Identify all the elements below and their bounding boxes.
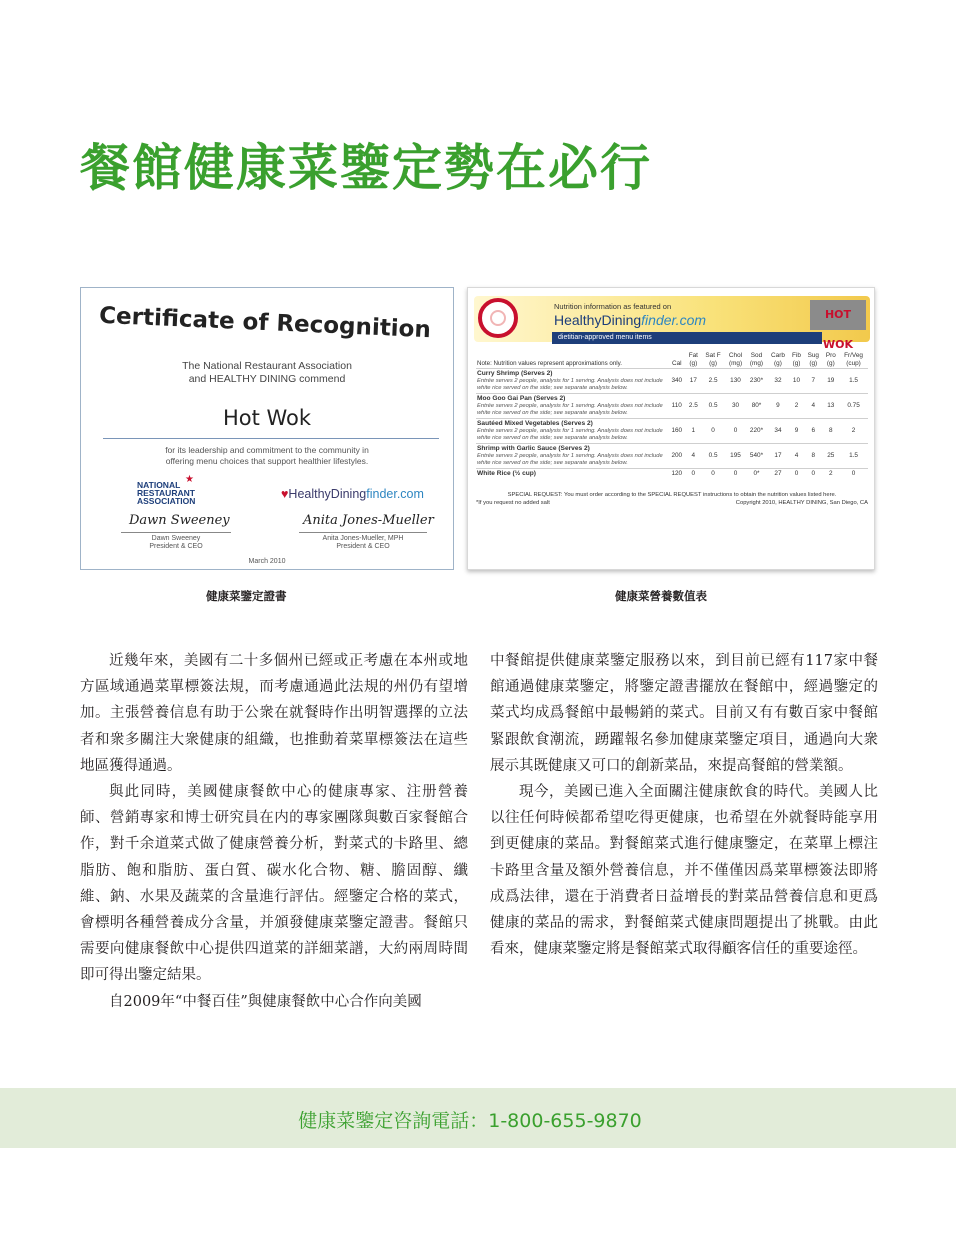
nutrition-value-cell: 9	[767, 394, 789, 419]
nutrition-value-cell: 27	[767, 469, 789, 480]
column-header-unit: (g)	[774, 360, 782, 367]
consult-phone-label: 健康菜鑒定咨詢電話：	[298, 1110, 489, 1132]
certificate-divider	[103, 438, 439, 439]
column-header	[668, 352, 686, 369]
nutrition-value-cell: 0.5	[701, 394, 725, 419]
table-row	[476, 469, 868, 480]
nutrition-value-cell: 0	[839, 469, 868, 480]
menu-item-name: Shrimp with Garlic Sauce (Serves 2)	[477, 445, 590, 452]
nutrition-value-cell: 1	[686, 419, 702, 444]
logo-text-b: finder.com	[366, 487, 424, 501]
plate-icon	[478, 298, 518, 338]
nutrition-value-cell: 4	[804, 394, 823, 419]
menu-item-cell	[476, 444, 668, 469]
consult-phone-number: 1-800-655-9870	[488, 1110, 642, 1132]
signature-2-line	[299, 532, 427, 533]
nutrition-value-cell: 80*	[746, 394, 767, 419]
nutrition-value-cell: 0	[701, 419, 725, 444]
table-row	[476, 419, 868, 444]
column-header-label: Sat F	[705, 352, 721, 359]
column-header	[804, 352, 823, 369]
nutrition-value-cell: 13	[823, 394, 840, 419]
column-header-unit: (cup)	[846, 360, 861, 367]
banner-logo-b: finder.com	[641, 312, 707, 328]
special-request: SPECIAL REQUEST: You must order according to the SPECIAL REQUEST instructions to obtain the nutrition values listed here.	[507, 492, 837, 498]
column-header-unit: (g)	[689, 360, 698, 367]
nutrition-value-cell: 0	[686, 469, 702, 480]
nutrition-value-cell: 0*	[746, 469, 767, 480]
consult-phone	[0, 1106, 940, 1133]
nutrition-table-image	[467, 287, 875, 570]
column-header	[767, 352, 789, 369]
menu-item-cell	[476, 469, 668, 480]
body-column-left	[80, 648, 468, 1015]
nutrition-banner	[474, 296, 870, 351]
column-header-label: Fr/Veg	[844, 352, 863, 359]
menu-item-name: White Rice (½ cup)	[477, 470, 536, 477]
column-header-label: Pro	[825, 352, 836, 359]
column-header	[746, 352, 767, 369]
nutrition-value-cell: 2.5	[701, 369, 725, 394]
nutrition-value-cell: 17	[767, 444, 789, 469]
banner-logo	[554, 312, 706, 328]
nutrition-value-cell: 0.5	[701, 444, 725, 469]
certificate-intro-line1: The National Restaurant Association	[182, 360, 352, 372]
healthydiningfinder-logo	[281, 487, 424, 501]
paragraph: 近幾年來，美國有二十多個州已經或正考慮在本州或地方區域通過菜單標簽法規，而考慮通過此法規的州仍有望增加。主張營養信息有助于公衆在就餐時作出明智選擇的立法者和衆多關注大衆健康的組織，也推動着菜單標簽法在這些地區獲得通過。	[80, 653, 468, 774]
table-row	[476, 444, 868, 469]
paragraph: 與此同時，美國健康餐飲中心的健康專家、注册營養師、營銷專家和博士研究員在内的專家團隊與數百家餐館合作，對千余道菜式做了健康營養分析，對菜式的卡路里、總脂肪、飽和脂肪、蛋白質、碳水化合物、糖、膽固醇、纖維、鈉、水果及蔬菜的含量進行評估。經鑒定合格的菜式，會標明各種營養成分含量，并頒發健康菜鑒定證書。餐館只需要向健康餐飲中心提供四道菜的詳細菜譜，大約兩周時間即可得出鑒定結果。	[80, 784, 468, 984]
body-column-right	[490, 648, 878, 962]
menu-item-name: Moo Goo Gai Pan (Serves 2)	[477, 395, 566, 402]
nutrition-value-cell: 540*	[746, 444, 767, 469]
nutrition-value-cell: 195	[725, 444, 746, 469]
logo-text-a: HealthyDining	[288, 487, 367, 501]
nutrition-value-cell: 19	[823, 369, 840, 394]
nutrition-value-cell: 0	[701, 469, 725, 480]
caption-certificate: 健康菜鑒定證書	[206, 589, 287, 603]
nutrition-value-cell: 2	[839, 419, 868, 444]
nutrition-value-cell: 34	[767, 419, 789, 444]
banner-subtitle: dietitian-approved menu items	[552, 332, 822, 344]
nutrition-value-cell: 2	[823, 469, 840, 480]
signature-2-name: Anita Jones-Mueller, MPH	[322, 535, 404, 542]
column-header-unit: (mg)	[728, 360, 743, 367]
signature-2-title: President & CEO	[336, 543, 390, 550]
nra-logo-line1: NATIONAL	[137, 480, 181, 490]
column-header	[823, 352, 840, 369]
column-header-unit: (g)	[792, 360, 801, 367]
nutrition-value-cell: 9	[789, 419, 804, 444]
column-header-label: Fib	[792, 352, 801, 359]
nutrition-value-cell: 160	[668, 419, 686, 444]
nra-logo-line2: RESTAURANT	[137, 488, 195, 498]
table-note: Note: Nutrition values represent approximations only.	[477, 360, 623, 367]
nutrition-footer	[476, 491, 868, 507]
nutrition-value-cell: 1.5	[839, 444, 868, 469]
column-header-unit: (mg)	[749, 360, 764, 367]
certificate-reason-line1: for its leadership and commitment to the community in	[165, 445, 369, 455]
nutrition-value-cell: 0	[804, 469, 823, 480]
paragraph: 中餐館提供健康菜鑒定服務以來，到目前已經有117家中餐館通過健康菜鑒定，將鑒定證書擺放在餐館中，經過鑒定的菜式均成爲餐館中最暢銷的菜式。目前又有有數百家中餐館緊跟飲食潮流，踴躍報名參加健康菜鑒定項目，通過向大衆展示其既健康又可口的創新菜品，來提高餐館的營業額。	[490, 653, 878, 774]
nutrition-value-cell: 120	[668, 469, 686, 480]
restaurant-brand-logo: HOT WOK	[810, 300, 866, 330]
menu-item-description: Entrée serves 2 people, analysis for 1 serving. Analysis does not include white rice served on the side; see separate analysis below.	[477, 428, 663, 441]
signature-2: Anita Jones-Mueller	[303, 513, 434, 528]
nutrition-value-cell: 0	[789, 469, 804, 480]
certificate-reason-line2: offering menu choices that support healthier lifestyles.	[165, 456, 369, 466]
nutrition-value-cell: 110	[668, 394, 686, 419]
nutrition-value-cell: 1.5	[839, 369, 868, 394]
nutrition-value-cell: 7	[804, 369, 823, 394]
certificate-reason	[81, 445, 453, 467]
nutrition-value-cell: 17	[686, 369, 702, 394]
footnote: *If you request no added salt	[476, 500, 550, 506]
certificate-restaurant-name: Hot Wok	[222, 406, 312, 430]
nutrition-value-cell: 0	[725, 419, 746, 444]
nutrition-value-cell: 4	[686, 444, 702, 469]
paragraph: 自2009年“中餐百佳”與健康餐飲中心合作向美國	[109, 993, 422, 1010]
table-row	[476, 369, 868, 394]
copyright: Copyright 2010, HEALTHY DINING, San Diego, CA	[735, 500, 868, 506]
nutrition-value-cell: 8	[804, 444, 823, 469]
table-row	[476, 394, 868, 419]
nutrition-value-cell: 220*	[746, 419, 767, 444]
signature-1: Dawn Sweeney	[129, 513, 230, 528]
certificate-intro	[81, 360, 453, 386]
column-header-unit: (g)	[826, 360, 835, 367]
nutrition-value-cell: 32	[767, 369, 789, 394]
column-header-unit: (g)	[709, 360, 717, 367]
column-header-label: Sod	[750, 352, 763, 359]
column-header-label: Chol	[728, 352, 743, 359]
nra-logo-line3: ASSOCIATION	[137, 496, 196, 506]
certificate-image	[80, 287, 454, 570]
nutrition-value-cell: 0.75	[839, 394, 868, 419]
column-header-unit: (g)	[809, 360, 818, 367]
signature-1-line	[121, 532, 231, 533]
menu-item-name: Curry Shrimp (Serves 2)	[477, 370, 553, 377]
column-header-label: Carb	[771, 352, 785, 359]
nutrition-value-cell: 8	[823, 419, 840, 444]
column-header-label: Fat	[688, 352, 698, 359]
banner-logo-a: HealthyDining	[554, 312, 642, 328]
menu-item-cell	[476, 394, 668, 419]
heart-icon: ♥	[281, 487, 289, 501]
certificate-intro-line2: and HEALTHY DINING commend	[188, 373, 346, 385]
column-header	[725, 352, 746, 369]
nutrition-value-cell: 2.5	[686, 394, 702, 419]
table-header-row	[476, 352, 868, 369]
menu-item-description: Entrée serves 2 people, analysis for 1 serving. Analysis does not include white rice served on the side; see separate analysis below.	[477, 378, 663, 391]
menu-item-description: Entrée serves 2 people, analysis for 1 serving. Analysis does not include white rice served on the side; see separate analysis below.	[477, 453, 663, 466]
column-header	[686, 352, 702, 369]
banner-top-text: Nutrition information as featured on	[554, 302, 672, 311]
nutrition-value-cell: 200	[668, 444, 686, 469]
certificate-date: March 2010	[248, 558, 286, 565]
column-header	[839, 352, 868, 369]
signature-1-name: Dawn Sweeney	[151, 535, 201, 542]
menu-item-cell	[476, 369, 668, 394]
nutrition-table	[476, 352, 868, 479]
signature-2-caption	[299, 535, 427, 551]
column-header-label: Sug	[807, 352, 819, 359]
star-icon: ★	[185, 474, 194, 485]
column-header-label: Cal	[671, 360, 682, 367]
menu-item-cell	[476, 419, 668, 444]
certificate-heading: Certificate of Recognition	[98, 302, 432, 344]
nutrition-value-cell: 130	[725, 369, 746, 394]
menu-item-name: Sautéed Mixed Vegetables (Serves 2)	[477, 420, 593, 427]
caption-nutrition: 健康菜營養數值表	[615, 589, 707, 603]
page-title: 餐館健康菜鑒定勢在必行	[80, 139, 652, 197]
nutrition-value-cell: 0	[725, 469, 746, 480]
nutrition-value-cell: 10	[789, 369, 804, 394]
signature-1-title: President & CEO	[149, 543, 203, 550]
paragraph: 現今，美國已進入全面關注健康飲食的時代。美國人比以往任何時候都希望吃得更健康，也希望在外就餐時能享用到更健康的菜品。對餐館菜式進行健康鑒定，在菜單上標注卡路里含量及額外營養信息，并不僅僅因爲菜單標簽法即將成爲法律，還在于消費者日益增長的對菜品營養信息和更爲健康的菜品的需求，對餐館菜式健康問題提出了挑戰。由此看來，健康菜鑒定將是餐館菜式取得顧客信任的重要途徑。	[490, 784, 878, 958]
column-header	[789, 352, 804, 369]
column-header	[701, 352, 725, 369]
nutrition-value-cell: 30	[725, 394, 746, 419]
menu-item-description: Entrée serves 2 people, analysis for 1 serving. Analysis does not include white rice served on the side; see separate analysis below.	[477, 403, 663, 416]
nutrition-value-cell: 4	[789, 444, 804, 469]
nutrition-value-cell: 25	[823, 444, 840, 469]
nutrition-value-cell: 2	[789, 394, 804, 419]
nutrition-value-cell: 6	[804, 419, 823, 444]
nutrition-value-cell: 230*	[746, 369, 767, 394]
nutrition-value-cell: 340	[668, 369, 686, 394]
signature-1-caption	[121, 535, 231, 551]
